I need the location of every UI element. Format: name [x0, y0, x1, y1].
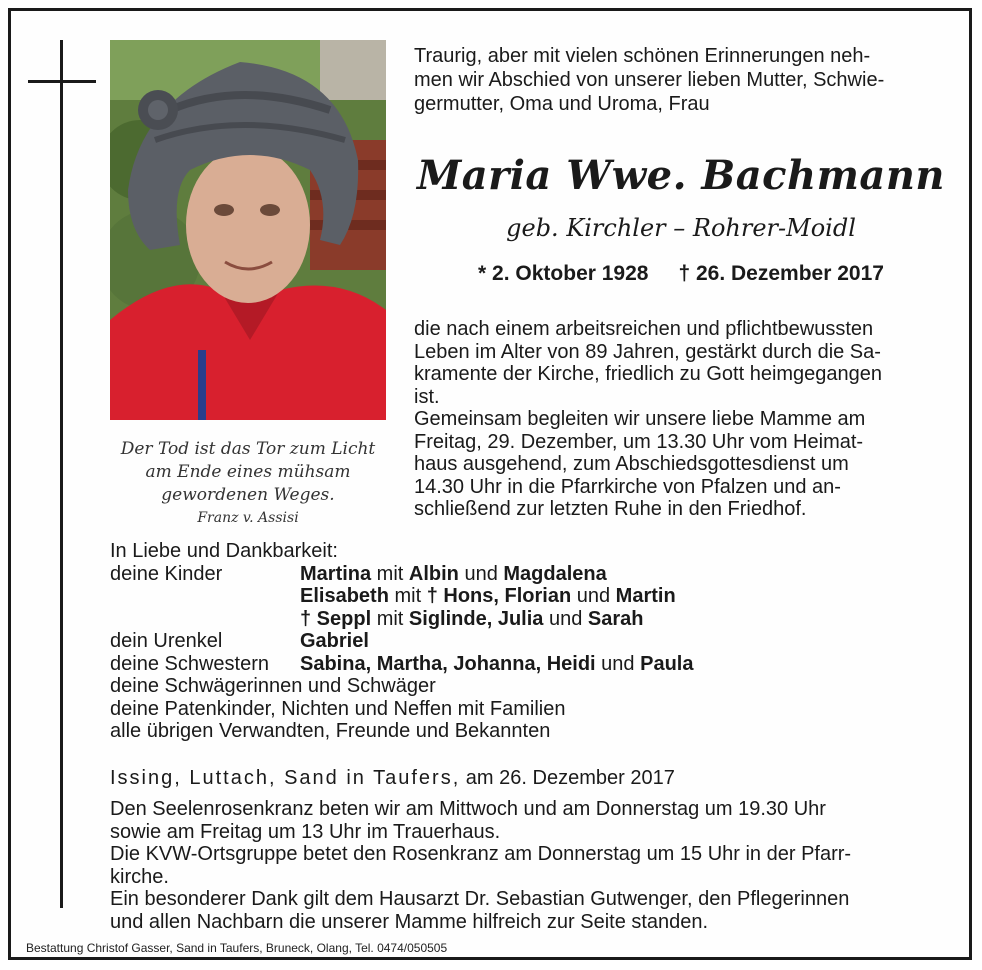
survivor-row — [110, 563, 950, 586]
closing-line: und allen Nachbarn die unserer Mamme hilfreich zur Seite standen. — [110, 910, 709, 933]
survivor-line: deine Schwägerinnen und Schwäger — [110, 675, 436, 697]
survivor-names: Sabina, Martha, Johanna, Heidi und Paula — [300, 652, 694, 675]
body-line: Freitag, 29. Dezember, um 13.30 Uhr vom Heimat- — [414, 430, 864, 453]
intro-line: germutter, Oma und Uroma, Frau — [414, 93, 710, 115]
obituary-body — [414, 318, 948, 521]
survivor-names: Elisabeth mit † Hons, Florian und Martin — [300, 585, 676, 607]
portrait-photo — [110, 40, 386, 420]
body-line: ist. — [414, 385, 440, 408]
body-line: Gemeinsam begleiten wir unsere liebe Mamme am — [414, 408, 866, 430]
closing-line: sowie am Freitag um 13 Uhr im Trauerhaus. — [110, 820, 501, 843]
intro-text — [414, 44, 948, 116]
quote — [110, 438, 386, 530]
relation-label: deine Kinder — [110, 562, 223, 585]
funeral-home-footer: Bestattung Christof Gasser, Sand in Taufers, Bruneck, Olang, Tel. 0474/050505 — [26, 941, 448, 955]
deceased-name: Maria Wwe. Bachmann — [416, 152, 946, 199]
body-line: 14.30 Uhr in die Pfarrkirche von Pfalzen und an- — [414, 475, 841, 498]
intro-line: men wir Abschied von unserer lieben Mutter, Schwie- — [414, 69, 885, 91]
survivor-row — [110, 630, 950, 653]
birth-date: * 2. Oktober 1928 — [478, 262, 649, 285]
relation-label — [110, 585, 300, 608]
place: Issing, Luttach, Sand in Taufers, — [110, 767, 461, 789]
survivor-names: Martina mit Albin und Magdalena — [300, 562, 607, 585]
closing-line: kirche. — [110, 865, 169, 888]
closing-line: Den Seelenrosenkranz beten wir am Mittwoch und am Donnerstag um 19.30 Uhr — [110, 798, 826, 820]
survivor-names: † Seppl mit Siglinde, Julia und Sarah — [300, 607, 644, 630]
body-line: Leben im Alter von 89 Jahren, gestärkt durch die Sa- — [414, 340, 881, 363]
body-paragraph-2 — [414, 408, 948, 521]
quote-line: Der Tod ist das Tor zum Licht — [120, 439, 376, 459]
intro-line: Traurig, aber mit vielen schönen Erinnerungen neh- — [414, 45, 871, 67]
maiden-name: geb. Kirchler – Rohrer-Moidl — [506, 214, 856, 242]
quote-line: gewordenen Weges. — [161, 485, 335, 505]
survivors-heading: In Liebe und Dankbarkeit: — [110, 540, 338, 562]
body-line: die nach einem arbeitsreichen und pflichtbewussten — [414, 318, 874, 340]
body-line: haus ausgehend, zum Abschiedsgottesdienst um — [414, 453, 849, 475]
survivor-row — [110, 608, 950, 631]
relation-label — [110, 608, 300, 631]
survivor-line: deine Patenkinder, Nichten und Neffen mit Familien — [110, 697, 566, 720]
quote-line: am Ende eines mühsam — [145, 462, 351, 482]
cross-bar — [28, 80, 96, 83]
survivor-line: alle übrigen Verwandten, Freunde und Bekannten — [110, 720, 551, 742]
body-line: schließend zur letzten Ruhe in den Friedhof. — [414, 498, 807, 520]
survivors-list — [110, 540, 950, 743]
body-line: kramente der Kirche, friedlich zu Gott heimgegangen — [414, 363, 883, 385]
death-date: † 26. Dezember 2017 — [678, 262, 884, 285]
survivor-row — [110, 653, 950, 676]
quote-author: Franz v. Assisi — [197, 510, 299, 526]
relation-label: deine Schwestern — [110, 652, 269, 675]
body-paragraph-1 — [414, 318, 948, 408]
closing-text — [110, 798, 948, 933]
closing-line: Die KVW-Ortsgruppe betet den Rosenkranz am Donnerstag um 15 Uhr in der Pfarr- — [110, 843, 852, 865]
notice-date: am 26. Dezember 2017 — [460, 767, 675, 789]
relation-label: dein Urenkel — [110, 630, 223, 652]
place-date — [110, 766, 950, 790]
survivor-row — [110, 585, 950, 608]
closing-line: Ein besonderer Dank gilt dem Hausarzt Dr. Sebastian Gutwenger, den Pflegerinnen — [110, 888, 850, 910]
survivor-names: Gabriel — [300, 630, 369, 652]
cross-icon — [60, 40, 63, 908]
life-dates — [414, 260, 948, 288]
